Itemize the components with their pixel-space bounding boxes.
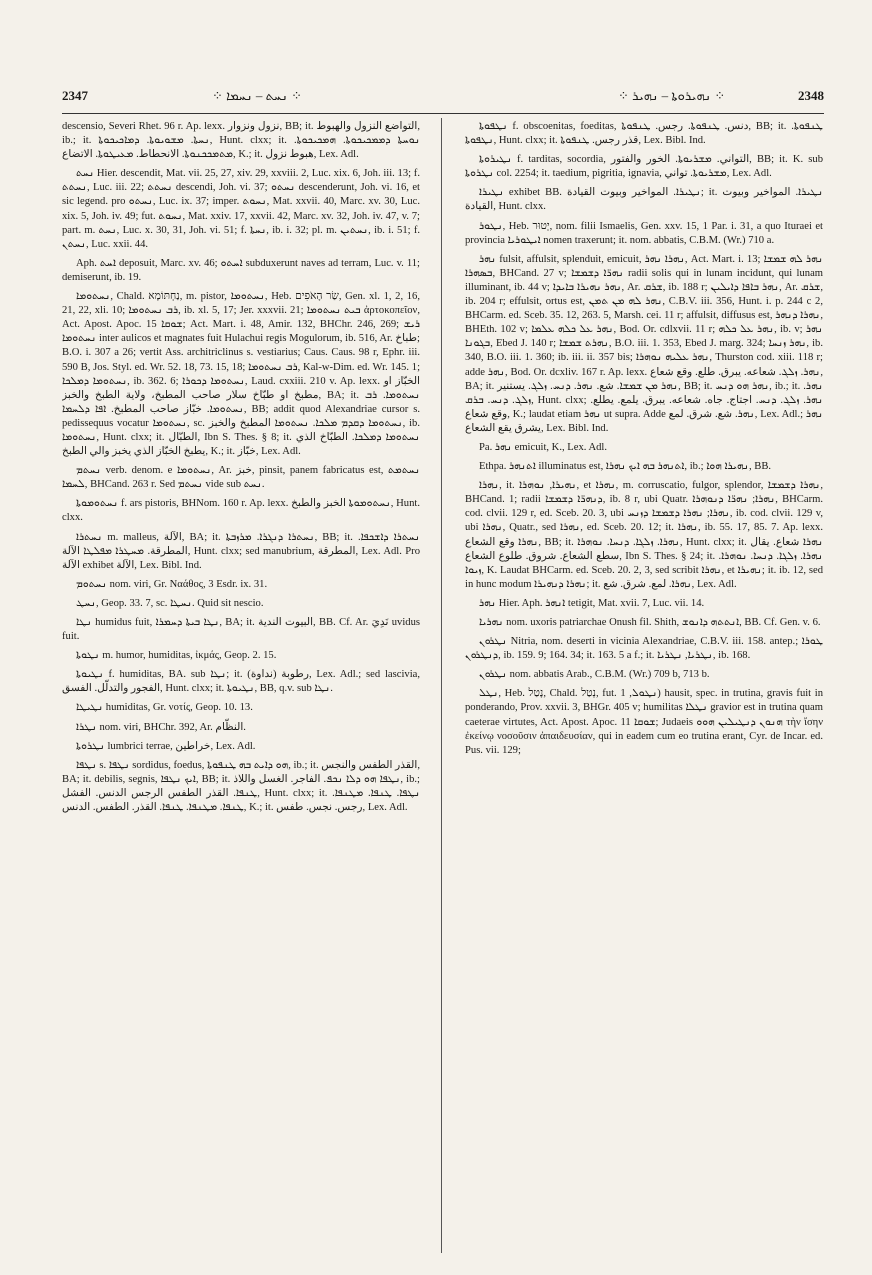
dictionary-entry: ܢܚܬ Hier. descendit, Mat. vii. 25, 27, xiv. 29, xxviii. 2, Luc. xix. 6, Joh. iii. 13; f. ܢܚܬܬ, Luc. iii. 22; ܢܚܬܬ descendi, Joh. vi. 37; ܢܚܬܘ descenderunt, Joh. vi. 16, et sic legend. pro ܢܚܬܘ, Luc. ix. 37; imper. ܢܚܘܬ, Mat. xxvii. 40, Marc. xv. 30, Luc. xix. 5, Joh. iv. 49; fut. ܢܚܘܬ, Mat. xxiv. 17, xxvii. 42, Marc. xv. 32, Joh. iv. 47, v. 7; part. m. ܢܚܬ, Luc. x. 30, 31, Joh. vi. 51; f. ܢܚܬܐ, ib. i. 32; pl. m. ܢܚܬܝܢ, ib. i. 51; f. ܢܚܬܢ, Luc. xxii. 44. <box>62 168 420 250</box>
dictionary-entry: ܢܚܬܘܡܐ, Chald. נַחְתּוֹמָא, m. pistor, ܢܚܬܘܡܐ, Heb. שַׂר הָאֹפִים, Gen. xl. 1, 2, 16, 21, 22, xli. 10; ܪܒ ܢܚܬܘܡܐ, ib. xl. 5, 17; Jer. xxxvii. 21; ܒܝܬ ܢܚܬܘܡܐ ἀρτοκοπεῖον, Act. Apost. Apoc. ܫܘܩܐ 15; Act. Mart. i. 48, Amir. 132, BHChr. 246, 269; ܪܝܫ ܢܚܬܘܡܐ inter aulicos et magnates fuit Hulachui regis Mogulorum, ib. 516, Ar. طباخ; B.O. i. 307 a 26; vertit Ass. architriclinus s. vestiarius; Caus. Caus. 98 r, Ephr. iii. 590 B, Jos. Styl. ed. Wr. 52. 18, 73. 15, 18; ܪܒ ܢܚܬܘܡܐ, Kal-w-Dim. ed. Wr. 145. 1; ܢܚܬܘܡܐ ܕܡܠܟܐ, ib. 362. 6; ܢܚܬܘܡܐ ܕܟܘܪܐ, Laud. cxxiii. 210 v. Ap. lexx. الخبّاز او مطبخ او طبّاخ سلار صاحب المطبخ، ولاية الطبخ والخبز, BA; it. ܢܚܬܘܡܐ. ܪܒ ܢܚܬܘܡܐ. خبّاز صاحب المطبخ. ܐܦܐ ܕܠܚܡܐ, BB; addit quod Alexandriae cursor s. pedissequus vocatur ܢܚܬܘܡܐ, sc. ܢܚܬܘܡܐ ܕܩܕܡ ܡܠܟܐ. ܢܚܬܘܡܐ المطبخ والخبز, ib. ܢܚܬܘܡܐ, Hunt. clxx; it. الطبّال, Ibn S. Thes. § 8; it. ܢܚܬܘܡܐ ܕܡܠܟܐ. الطبّاخ الذي يطبخ الخبّاز الذي يخبز والي الطبخ, K.; it. خبّاز, Lex. Adl. <box>62 291 420 458</box>
dictionary-entry: ܢܛܦܘܬܐ f. obscoenitas, foeditas, دنس. ܛܢܦܘܬܐ. رجس. ܛܢܦܘܬܐ, BB; it. ܛܢܦܘܬܐ. ܢܛܦܘܬܐ, Hunt. clxx; it. قذر رجس. ܛܢܦܘܬܐ, Lex. Bibl. Ind. <box>465 121 823 147</box>
dictionary-entry: descensio, Severi Rhet. 96 r. Ap. lexx. نزول ونزوار, BB; it. التواضع النزول والهبوط, ib.; it. ܢܚܬܐ. ܡܫܘܝܘܬܐ. ܕܡܐܟܝܟܘܬܐ, Hunt. clxx; it. ܢܘܚܬܐ ܕܡܡܟܝܟܘܬܐ. ܗܡܟܝܟܘܬܐ. ܡܬܡܟܟܢܘܬܐ. الانحطاط. ܡܥܝܛܘܬܐ. الاتضاع, K.; it. هبوط نزول, Lex. Adl. <box>62 121 420 161</box>
dictionary-entry: Ethpa. ܐܬܢܗܪ illuminatus est, ܐܬܢܗܪ ܒܗ ܐܝܟ ܢܗܪܐ, ib.; ܢܗܝܪܐ ܗܘܐ, BB. <box>479 461 772 473</box>
dictionary-entry: ܢܛܪܐ nom. viri, BHChr. 392, Ar. النظّام. <box>76 721 246 733</box>
dictionary-entry: ܢܛܠ, Heb. נָטַל, Chald. נְטַל, fut. ܢܛܘܠ, 1) hausit, spec. in trutina, gravis fuit in ponderando, Prov. xxvii. 3, BHGr. 405 v; humilitas ܢܛܠܐ gravior est in trutina quam caeterae virtutes, Act. Apost. Apoc. ܫܘܩܐ 11; Judaeis ܗܢܘܢ ܕܢܛܝܠܝܢ ܗܘܘ τὴν ἴσην ἐκείνῳ νοσοῦσιν ἀπαιδευσίαν, qui in eadem cum eo trutina erant, Cyr. de Incar. ed. Pus. vii. 129; <box>465 688 823 756</box>
dictionary-entry: ܢܚܬܘܡܘܬܐ f. ars pistoris, BHNom. 160 r. Ap. lexx. ܢܚܬܘܡܘܬܐ الخبز والطبخ, Hunt. clxx. <box>62 498 420 524</box>
dictionary-entry: ܢܚܛ, Geop. 33. 7, sc. ܢܚܛܐ. Quid sit nescio. <box>76 597 264 609</box>
dictionary-entry: ܢܛܪܘܢ Nitria, nom. deserti in vicinia Alexandriae, C.B.V. iii. 158. antep.; ܛܘܪܐ ܕܢܛܪܘܢ, ib. 159. 9; 164. 34; it. 163. 5 a f.; it. ܢܛܪܝܐ, ܢܛܪܝܐ, ib. 168. <box>465 636 823 662</box>
dictionary-entry: ܢܛܪܘܢ nom. abbatis Arab., C.B.M. (Wr.) 709 b, 713 b. <box>479 669 710 681</box>
dictionary-entry: ܢܛܪܘܬܐ lumbrici terrae, خراطين, Lex. Adl. <box>76 740 256 752</box>
dictionary-entry: ܢܛܝܛܐ humiditas, Gr. νοτίς, Geop. 10. 13. <box>76 702 253 714</box>
dictionary-entry: ܢܗܪ Hier. Aph. ܐܢܗܪ tetigit, Mat. xvii. 7, Luc. vii. 14. <box>479 597 705 609</box>
dictionary-entry: ܢܗܪܐ, it. ܢܗܝܪܐ, ܢܘܗܪܐ, et ܢܗܪܐ, m. corruscatio, fulgor, splendor, ܢܗܪܐ ܕܫܡܫܐ, BHCand. 1; radii ܕܢܗܪ̈ܐ ܕܫܡܫܐ, ib. 8 r, ubi Quatr. ܢܗܪܐ; ܢܗܪ̈ܐ ܕܢܘܗܪܐ, BHCarm. cod. clvii. 129 r, ed. Sceb. 20. 3, ubi ܢܗܪܐ; ܢܗܪܐ ܕܫܡܫܐ ܕܙܢܚ, ib. cod. clvii. 129 v, ubi ܢܗܪܐ, Quatr., sed ܢܗܪܐ, ed. Sceb. 20. 12; it. ܢܗܪܐ, ib. 55. 17, 85. 7. Ap. lexx. ܢܗܪܐ وقع الشعاع, BB; it. ܢܗܪܐ. ܙܠܓܐ. ܕܢܚܐ. ܢܘܗܪܐ, Hunt. clxx; it. ܢܗܪܐ شعاع. يقال سطع الشعاع. شروق. طلوع الشعاع, Ibn S. Thes. § 24; it. ܢܗܪܐ. ܙܠܓܐ. ܕܢܚܐ. ܢܘܗܪܐ. ܙܝܘܐ, K. Laudat BHCarm. ed. Sceb. 20. 2, 3, sed scribit ܢܗܪܐ, et ܢܗܝܪܐ; it. ib. 12, sed in hunc modum ܢܗܪܐ ܕܢܗܝܪܐ; it. ܢܗܪܐ. لمع. شرق. شع, Lex. Adl. <box>465 480 823 590</box>
running-head-left: ⁘ ܢܚܬ – ܢܚܡܐ ⁘ <box>212 88 303 103</box>
dictionary-entry: ܢܛܝܪܘܬܐ f. tarditas, socordia, التواني. ܡܫܪܝܘܬܐ. الخور والفتور, BB; it. K. sub ܢܛܪܘܬܐ col. 2254; it. taedium, pigritia, ignavia, ܡܫܪܝܘܬܐ. تواني, Lex. Adl. <box>465 154 823 180</box>
dictionary-entry: ܢܛܝܘܬܐ f. humiditas, BA. sub ܢܛܐ; it. (نداوة) رطوبة, Lex. Adl.; sed lascivia, الفجور والتدلّل. الفسق, Hunt. clxx; it. ܢܛܝܘܬܐ, BB, q.v. sub ܢܛܐ. <box>62 669 420 695</box>
dictionary-entry: ܢܚܬܪܐ m. malleus, الآلة, BA; it. ܢܚܬܪܐ ܕܢܓܪܐ. ܡܪܙܒܬܐ, BB; it. ܢܚܬܪܐ ܕܐܫܟܦܐ. المطرقة. ܡܚܛܪܐ ܡܦܠܛܐ الآلة, Hunt. clxx; sed manubrium, المطرقة, Lex. Adl. Pro الآلة exhibet الآلة, Lex. Bibl. Ind. <box>62 531 420 571</box>
dictionary-entry: ܢܗܪ fulsit, affulsit, splenduit, emicuit, ܢܗܪܐ ܢܗܪ, Act. Mart. i. 13; ܢܗܪ ܠܗ ܫܡܫܐ ܒܣܗܪܐ, BHCand. 27 v; ܢܗܪ̈ܐ ܕܫܡܫܐ radii solis qui in lunam incidunt, qui lunam illuminant, ib. 44 v; ܢܗܪ ܢܗܝܪܐ ܒܐܝܕܐ, Ar. ܫܪܩ, ib. 188 r; ܢܗܪ ܒܐܦܐ ܕܐܝܠܝܢ, Ar. ܫܪܩ, ib. 204 r; effulsit, ortus est, ܢܗܪ ܠܗ ܡܢ ܬܡܢ, C.B.V. iii. 356, Hunt. i. p. 244 c 2, BHCarm. ed. Sceb. 35. 12, 263. 5, Marsh. cei. 11 r; affulsit, diffusus est, ܢܗܪܐ ܕܢܗܪ, BHEth. 102 v; ܢܗܪ ܥܠ ܟܠܗ ܥܠܡܐ, Bod. Or. cdlxvii. 11 r; ܢܗܪ ܥܠ ܟܠܗ, ib. v; ܢܗܪ ܒܓܘܢܐ, Ebed J. 140 r; ܢܗܪܬ ܫܡܫܐ, B.O. iii. 1. 353, Ebed J. marg. 324; ܢܗܪ ܙܢܚܐ, ib. 340, B.O. iii. 1. 360; ib. iii. ii. 357 bis; ܢܗܪ ܥܠܝܗ ܢܘܗܪܐ, Thurston cod. xiii. 118 r; adde ܢܗܪ, Bod. Or. dcxliv. 167 r. Ap. lexx. ܢܗܪ. ܙܠܓ. شعاعه. يبرق. طلع. وقع شعاع, BA; it. ܢܗܪ ܡܢ ܫܡܫܐ. شع. ܢܗܪ. ܕܢܚ. ܙܠܓ. يستنير, BB; it. ܢܗܪ ܗܘ ܕܢܚ, ib.; it. ܢܗܪ. ܙܠܓ. ܕܢܚ. ܒܪܩ, Hunt. clxx; ܢܗܪ. ܙܠܓ. ܕܢܚ. اجتاج. جاه. شعاعه. يبرق. يلمع. يطلع. وقع شعاع, K.; laudat etiam ܢܗܪ ut supra. Adde ܢܗܪ. شع. شرق. لمع, Lex. Adl.; ܢܗܪ يشرق يقع الشعاع, Lex. Bibl. Ind. <box>465 253 823 434</box>
dictionary-entry: ܢܛܘܬܐ m. humor, humiditas, ἰκμάς, Geop. 2. 15. <box>76 650 277 662</box>
dictionary-entry: ܢܚܬܡ verb. denom. e ܢܚܬܘܡܐ, Ar. خبز, pinsit, panem fabricatus est, ܢܚܬܡܬ ܠܚܡܐ, BHCand. 263 r. Sed ܢܚܬܡ vide sub ܢܚܬ. <box>62 465 420 491</box>
column-divider <box>441 118 442 1253</box>
right-column <box>465 120 823 1250</box>
page-number-right: 2348 <box>798 88 824 103</box>
dictionary-entry: Pa. ܢܗܪ emicuit, K., Lex. Adl. <box>479 441 608 453</box>
header-rule <box>62 113 824 114</box>
running-header <box>62 88 824 110</box>
dictionary-entry: Aph. ܐܚܬ deposuit, Marc. xv. 46; ܐܚܬܘ subduxerunt naves ad terram, Luc. v. 11; demiserunt, ib. 19. <box>62 257 420 283</box>
dictionary-entry: ܢܛܝܪܐ exhibet BB. ܢܛܝܪܐ. المواخير وبيوت القيادة; it. ܢܛܝܪܐ. المواخير وبيوت القيادة, Hunt. clxx. <box>465 187 823 213</box>
dictionary-entry: ܢܚܬܘܡ nom. viri, Gr. Ναάθος, 3 Esdr. ix. 31. <box>76 578 268 590</box>
dictionary-entry: ܢܛܐ humidus fuit, ܢܛܐ ܒܝܬܐ ܕܚܡܪܐ, BA; it. البيوت الندية, BB. Cf. Ar. نَدِيَ uvidus fuit. <box>62 617 420 643</box>
dictionary-entry: ܢܛܦܐ s. ܢܛܦܐ sordidus, foedus, ܗܘ ܕܐܝܬ ܒܗ ܛܢܦܘܬܐ, ib.; it. القذر الطفس والنجس, BA; it. debilis, segnis, ܐܝܟ ܢܛܦܐ, BB; it. ܢܛܦܐ ܗܘ ܕܠܐ ܢܟܦ. الفاجر. الغسل واللاذ, ib.; ܛܢܦܐ. القذر الطفس الرجس الدنس. الفشل, Hunt. clxx; it. ܢܛܦܐ. ܛܢܦܐ. ܡܛܢܦܐ. ܛܢܦܐ. ܡܛܢܦܐ. ܛܢܦܐ. القذر. الطفس. الدنس, K.; it. رجس. نجس. طفس, Lex. Adl. <box>62 759 420 814</box>
left-column <box>62 120 420 1250</box>
dictionary-entry: ܢܗܪܝܐ nom. uxoris patriarchae Onush fil. Shith, ܐܢܬܬܗ ܕܐܢܘܫ, BB. Cf. Gen. v. 6. <box>479 617 821 628</box>
running-head-right: ⁘ ܢܗܝܪܘܬܐ – ܢܗܝܪ ⁘ <box>618 88 726 103</box>
dictionary-entry: ܢܛܘܪ, Heb. יְטוּר, nom. filii Ismaelis, Gen. xxv. 15, 1 Par. i. 31, a quo Ituraei et provincia ܐܝܛܘܪܝܐ nomen traxerunt; it. nom. abbatis, C.B.M. (Wr.) 710 a. <box>465 220 823 246</box>
page-number-left: 2347 <box>62 88 88 103</box>
